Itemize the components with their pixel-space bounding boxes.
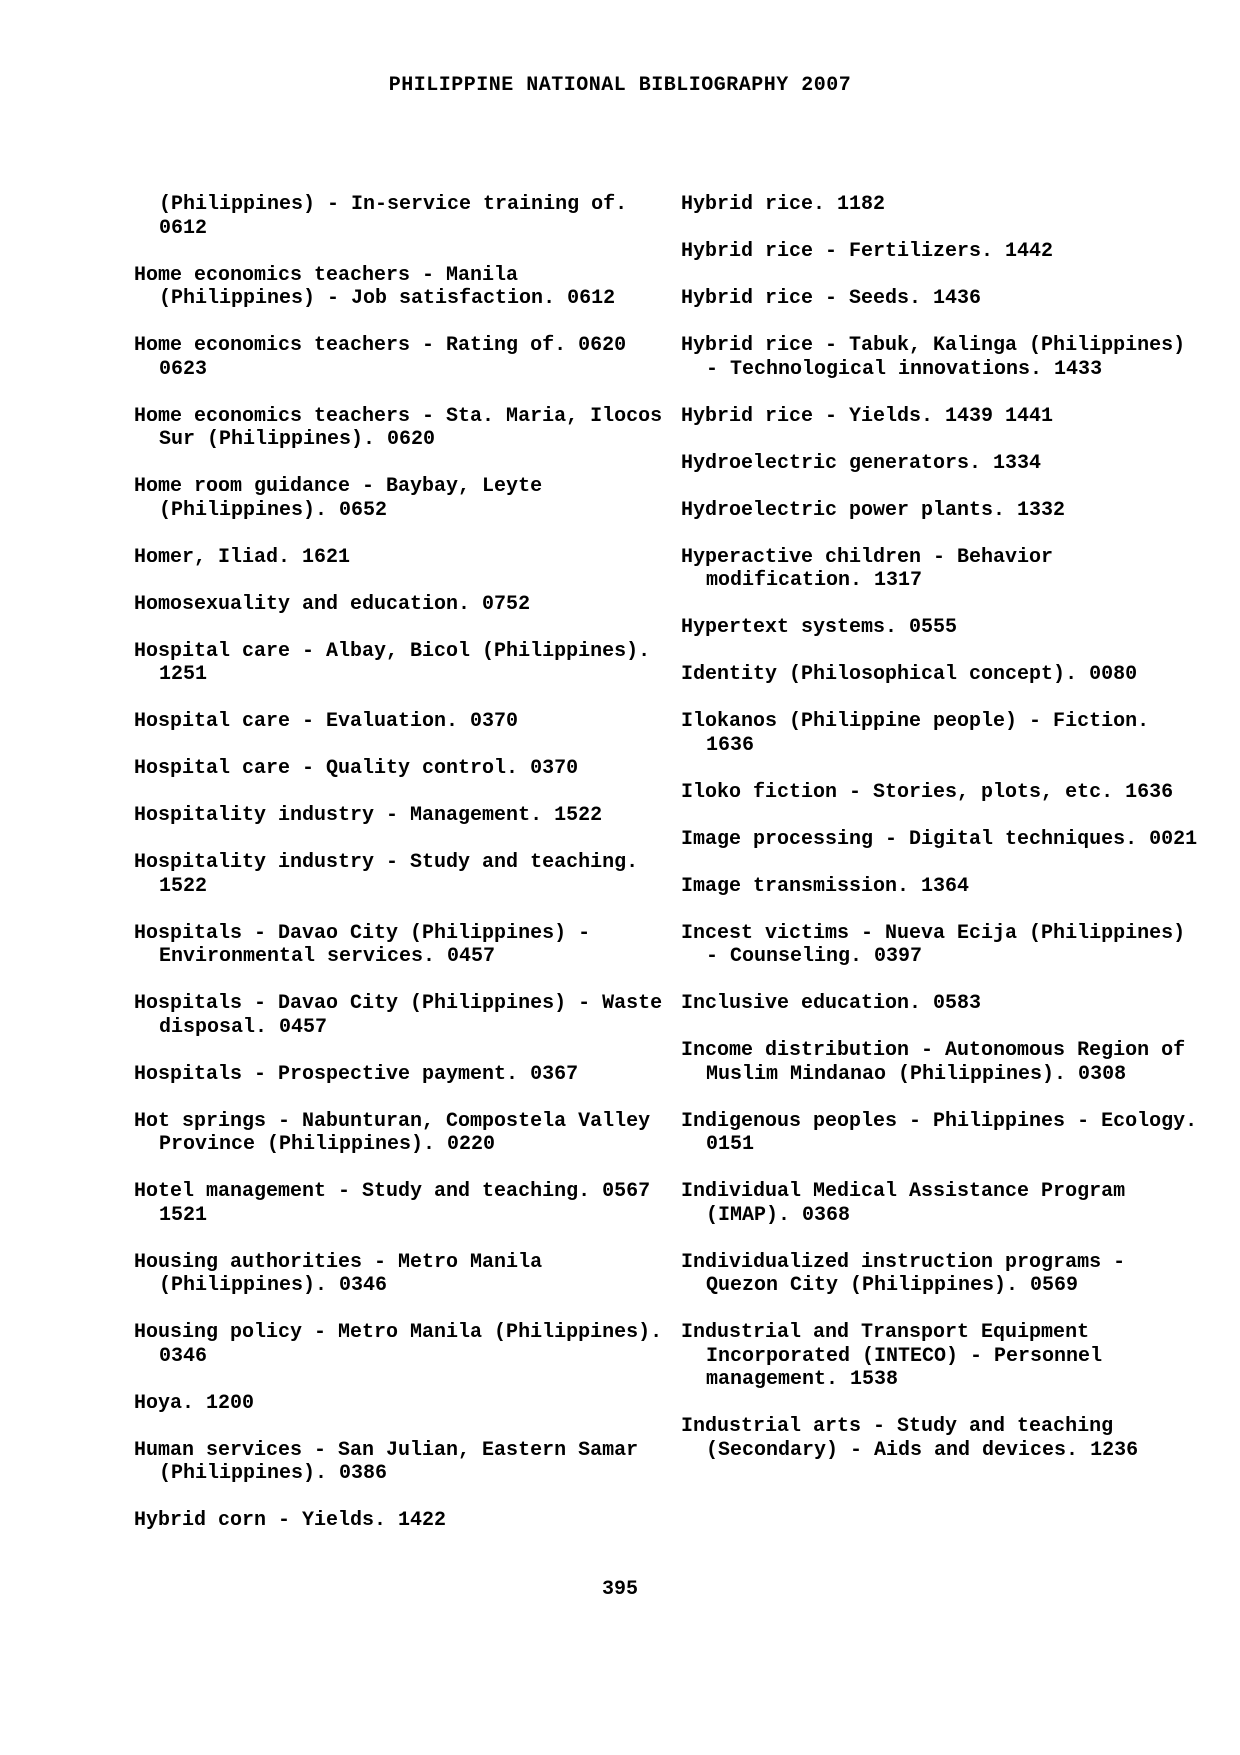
index-entry: Hoya. 1200 [134,1391,255,1415]
index-entry: Homosexuality and education. 0752 [134,592,531,616]
index-entry: Hybrid rice - Yields. 1439 1441 [681,404,1054,428]
index-entry: Home economics teachers - Manila (Philippines) - Job satisfaction. 0612 [134,263,616,310]
index-entry: Hospitality industry - Management. 1522 [134,804,603,827]
index-entry: Incest victims - Nueva Ecija (Philippines) - Counseling. 0397 [681,921,1186,968]
index-entry: Hybrid rice - Seeds. 1436 [681,287,982,310]
index-entry: Home economics teachers - Rating of. 0620 0623 [134,334,627,381]
index-entry: Hybrid rice - Fertilizers. 1442 [681,240,1054,263]
index-entry: Individual Medical Assistance Program (IMAP). 0368 [681,1180,1126,1227]
index-entry: Ilokanos (Philippine people) - Fiction. 1636 [681,710,1150,757]
index-entry: Iloko fiction - Stories, plots, etc. 1636 [681,780,1174,804]
index-entry: Hospitality industry - Study and teaching. 1522 [134,851,639,898]
index-entry: Hypertext systems. 0555 [681,616,958,639]
index-entry: Hotel management - Study and teaching. 0567 1521 [134,1180,651,1227]
index-entry: Hyperactive children - Behavior modification. 1317 [681,545,1054,592]
index-entry: Human services - San Julian, Eastern Samar (Philippines). 0386 [134,1438,639,1485]
index-column-right [681,193,1201,1486]
index-entry: Hydroelectric power plants. 1332 [681,498,1066,522]
index-entry: Indigenous peoples - Philippines - Ecology. 0151 [681,1109,1198,1156]
index-entry: Housing authorities - Metro Manila (Philippines). 0346 [134,1250,543,1297]
index-entry: Hybrid rice - Tabuk, Kalinga (Philippines) - Technological innovations. 1433 [681,334,1186,381]
index-entry: Industrial and Transport Equipment Incorporated (INTECO) - Personnel management. 1538 [681,1321,1103,1391]
index-entry: Hospital care - Albay, Bicol (Philippines). 1251 [134,639,651,686]
index-entry: Hospitals - Davao City (Philippines) - Waste disposal. 0457 [134,992,663,1039]
index-entry: Homer, Iliad. 1621 [134,545,351,569]
index-entry: Hospitals - Prospective payment. 0367 [134,1062,579,1086]
index-entry: Hybrid corn - Yields. 1422 [134,1509,447,1532]
index-entry: Income distribution - Autonomous Region of Muslim Mindanao (Philippines). 0308 [681,1039,1186,1086]
index-entry: Industrial arts - Study and teaching (Secondary) - Aids and devices. 1236 [681,1415,1139,1462]
index-entry: Individualized instruction programs - Quezon City (Philippines). 0569 [681,1250,1126,1297]
index-entry: Hospitals - Davao City (Philippines) - Environmental services. 0457 [134,921,591,968]
index-entry: Inclusive education. 0583 [681,992,982,1015]
index-entry: Home economics teachers - Sta. Maria, Ilocos Sur (Philippines). 0620 [134,404,663,451]
index-entry: Housing policy - Metro Manila (Philippines). 0346 [134,1321,663,1368]
index-entry: Hospital care - Quality control. 0370 [134,757,579,780]
index-entry: Hospital care - Evaluation. 0370 [134,710,519,733]
index-entry: Image transmission. 1364 [681,874,970,898]
index-entry: Identity (Philosophical concept). 0080 [681,663,1138,686]
index-entry: Hydroelectric generators. 1334 [681,451,1042,475]
running-head-title: PHILIPPINE NATIONAL BIBLIOGRAPHY 2007 [388,74,852,97]
index-entry: Hot springs - Nabunturan, Compostela Valley Province (Philippines). 0220 [134,1109,651,1156]
index-entry: Home room guidance - Baybay, Leyte (Philippines). 0652 [134,475,543,522]
index-entry: (Philippines) - In-service training of. 0612 [159,193,628,240]
index-entry: Image processing - Digital techniques. 0021 [681,827,1198,851]
index-column-left [134,193,674,1556]
index-entry: Hybrid rice. 1182 [681,193,886,216]
page-number: 395 [601,1578,638,1601]
